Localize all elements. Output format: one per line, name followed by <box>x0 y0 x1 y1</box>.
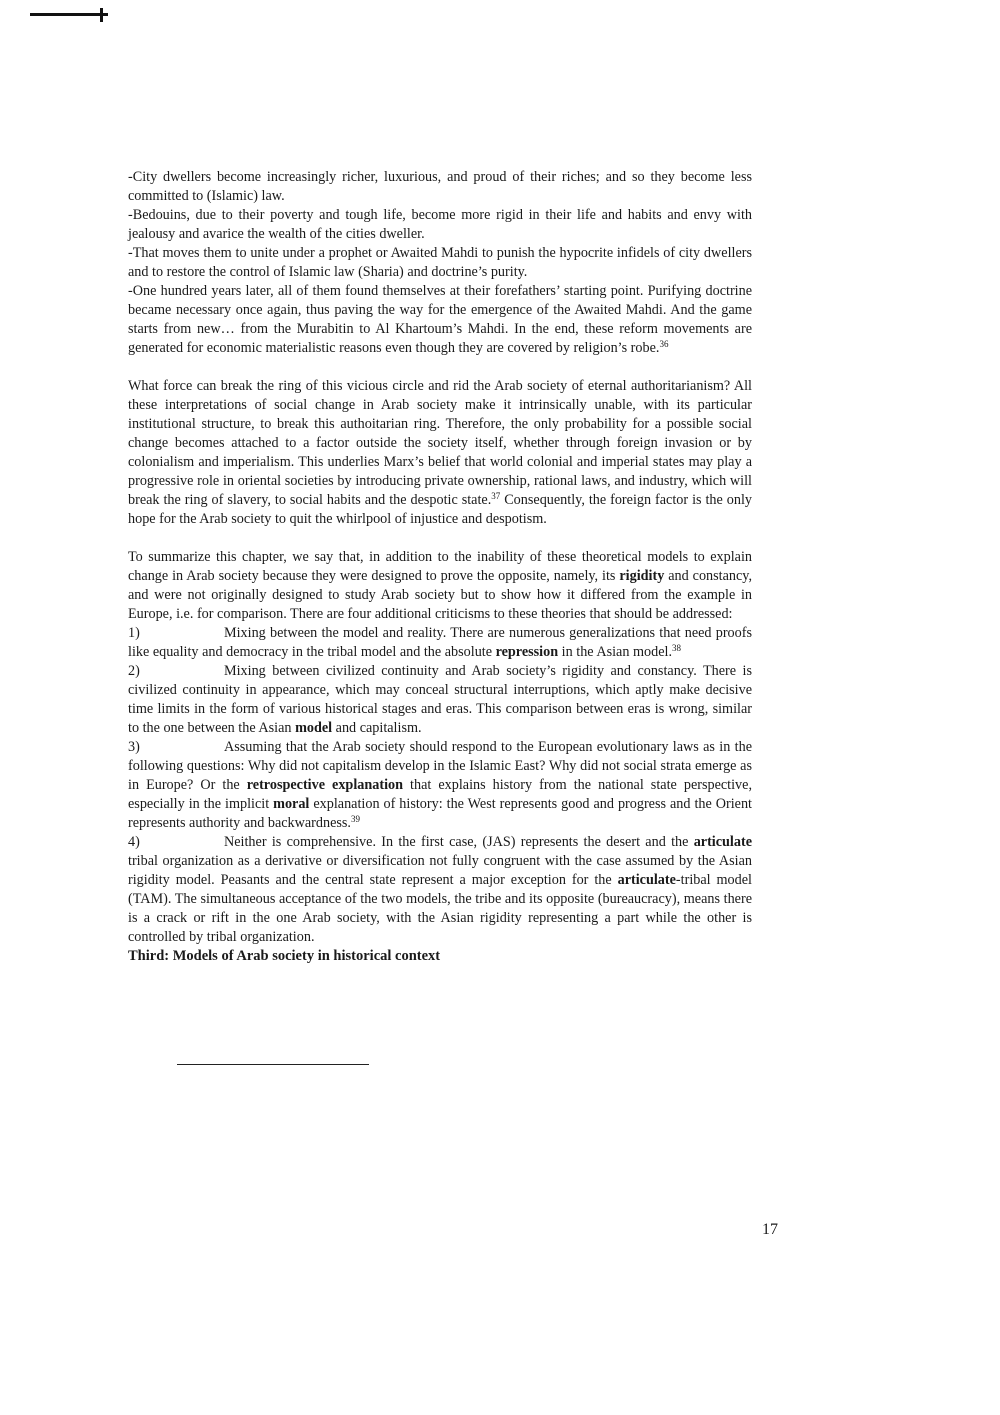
paragraph-hundred-years: -One hundred years later, all of them found themselves at their forefathers’ starting point. Purifying doctrine became necessary once again, thus paving the way for the emergence of the Awaited Mahdi. And the game starts from new… from the Murabitin to Al Khartoum’s Mahdi. In the end, these reform movements are generated for economic materialistic reasons even though they are covered by religion’s robe.$^{36}$ <box>128 283 752 356</box>
section-heading: Third: Models of Arab society in historical context <box>128 948 441 964</box>
footnote-ref: 39 <box>350 814 360 824</box>
paragraph-bedouins: -Bedouins, due to their poverty and tough life, become more rigid in their life and habits and envy with jealousy and avarice the wealth of the cities dweller. <box>128 207 752 242</box>
list-item-2: 2) Mixing between civilized continuity and Arab society’s rigidity and constancy. There is civilized continuity in appearance, which may conceal structural interruptions, which aptly make decisive time limits in the form of various historical stages and eras. This comparison between eras is wrong, similar to the one between the Asian model and capitalism. <box>128 663 752 736</box>
corner-crop-mark <box>30 8 110 20</box>
footnote-ref: 37 <box>491 491 501 501</box>
list-item-1: 1) Mixing between the model and reality. There are numerous generalizations that need proofs like equality and democracy in the tribal model and the absolute repression in the Asian model.$^{38}$ <box>128 625 752 660</box>
footnote-ref: 36 <box>659 339 669 349</box>
page-number: 17 <box>762 1221 778 1238</box>
page-body <box>128 168 752 966</box>
footnote-ref: 38 <box>672 643 682 653</box>
paragraph-what-force: What force can break the ring of this vicious circle and rid the Arab society of eternal authoritarianism? All these interpretations of social change in Arab society make it intrinsically unable, with its particular institutional structure, to break this authoitarian ring. Therefore, the only probability for a possible social change becomes attached to a factor outside the society itself, whether through foreign invasion or by colonialism and imperialism. This underlies Marx’s belief that world colonial and imperial states may play a progressive role in oriental societies by introducing private ownership, rational laws, and industry, which will break the ring of slavery, to social habits and the despotic state.$^{37}$ Consequently, the foreign factor is the only hope for the Arab society to quit the whirlpool of injustice and despotism. <box>128 378 752 527</box>
paragraph-summary: To summarize this chapter, we say that, in addition to the inability of these theoretical models to explain change in Arab society because they were designed to prove the opposite, namely, its rigidity and constancy, and were not originally designed to study Arab society but to show how it differed from the example in Europe, i.e. for comparison. There are four additional criticisms to these theories that should be addressed: <box>128 549 753 622</box>
paragraph-prophet: -That moves them to unite under a prophet or Awaited Mahdi to punish the hypocrite infidels of city dwellers and to restore the control of Islamic law (Sharia) and doctrine’s purity. <box>128 245 752 280</box>
heading-underline <box>177 1064 369 1065</box>
paragraph-city-dwellers: -City dwellers become increasingly richer, luxurious, and proud of their riches; and so they become less committed to (Islamic) law. <box>128 169 752 204</box>
list-item-4: 4) Neither is comprehensive. In the first case, (JAS) represents the desert and the articulate tribal organization as a derivative or diversification not fully congruent with the case assumed by the Asian rigidity model. Peasants and the central state represent a major exception for the articulate-tribal model (TAM). The simultaneous acceptance of the two models, the tribe and its opposite (bureaucracy), means there is a crack or rift in the one Arab society, with the Asian rigidity representing a part while the other is controlled by tribal organization. <box>128 834 752 945</box>
list-item-3: 3) Assuming that the Arab society should respond to the European evolutionary laws as in the following questions: Why did not capitalism develop in the Islamic East? Why did not social strata emerge as in Europe? Or the retrospective explanation that explains history from the national state perspective, especially in the implicit moral explanation of history: the West represents good and progress and the Orient represents authority and backwardness.$^{39}$ <box>128 739 752 831</box>
